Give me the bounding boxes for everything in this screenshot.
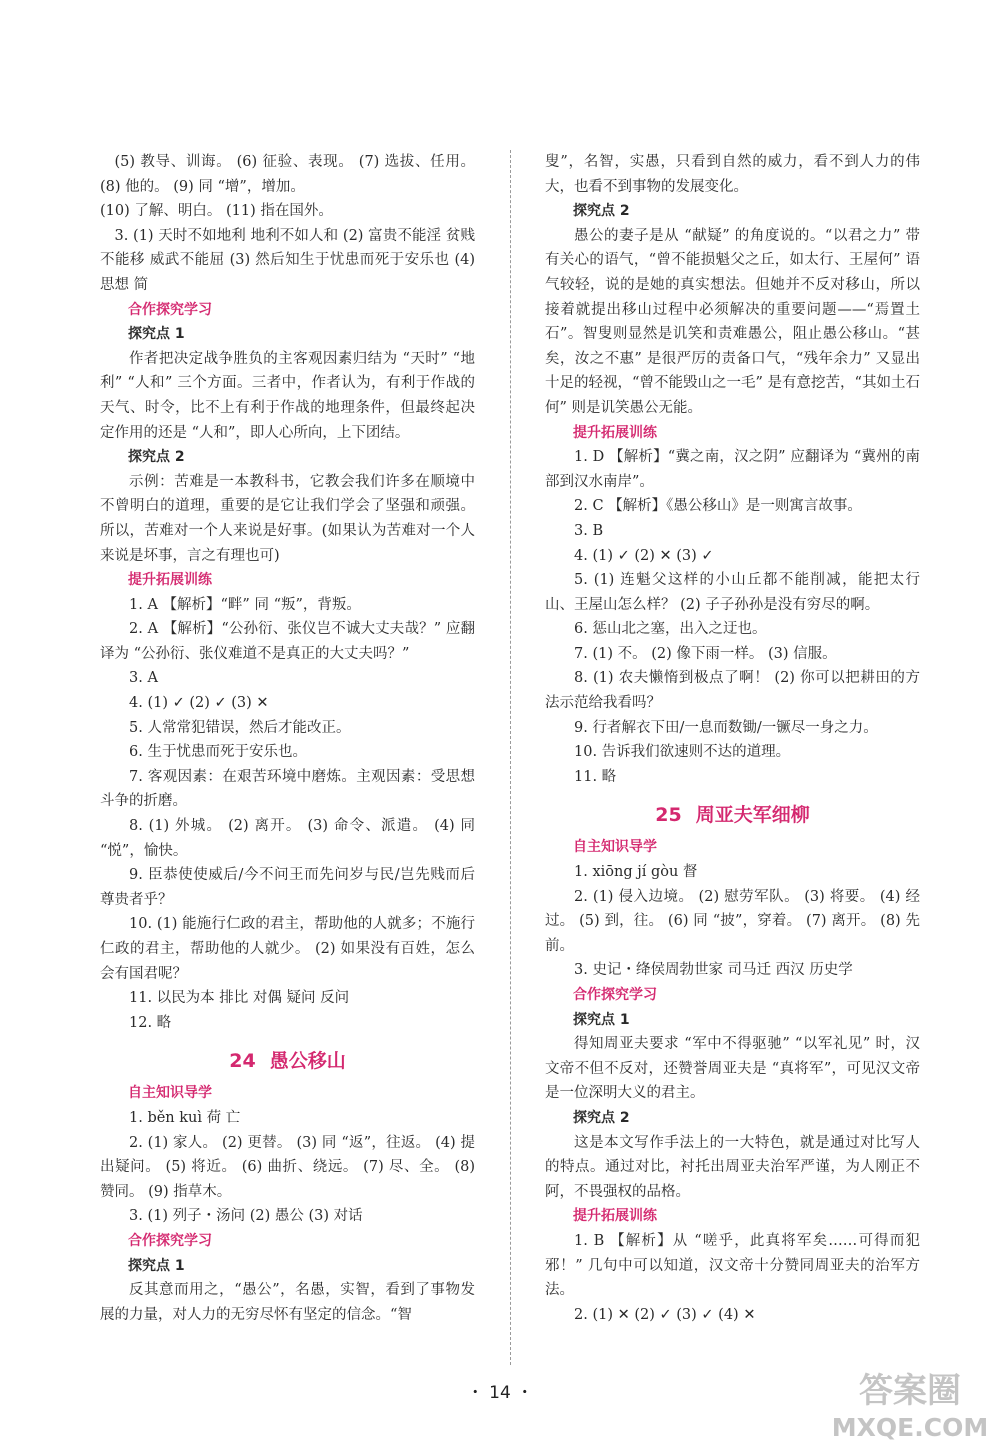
explore-point-text: 反其意而用之，“愚公”，名愚，实智，看到了事物发展的力量，对人力的无穷尽怀有坚定的信念。“智 — [100, 1282, 475, 1323]
section-heading-self: 自主知识导学 — [128, 1085, 212, 1102]
answer-item: 1. A 【解析】“畔” 同 “叛”，背叛。 — [129, 596, 361, 613]
lesson-number: 25 — [655, 804, 682, 827]
answer-item: 1. xiōng jí gòu 督 — [574, 864, 698, 881]
answer-item: 6. 生于忧患而死于安乐也。 — [129, 744, 307, 761]
answer-item: 2. (1) 侵入边境。 (2) 慰劳军队。 (3) 将要。 (4) 经过。 (5) 到，往。 (6) 同 “披”，穿着。 (7) 离开。 (8) 先前。 — [545, 888, 920, 954]
answer-item: 1. D 【解析】“冀之南，汉之阴” 应翻译为 “冀州的南部到汉水南岸”。 — [545, 449, 920, 490]
answer-item: 2. C 【解析】《愚公移山》是一则寓言故事。 — [574, 498, 862, 515]
explore-point-label: 探究点 2 — [573, 1109, 630, 1126]
answer-item: 11. 以民为本 排比 对偶 疑问 反问 — [129, 990, 350, 1007]
answer-item: 3. 史记・绛侯周勃世家 司马迁 西汉 历史学 — [574, 962, 853, 979]
answer-item: 2. (1) 家人。 (2) 更替。 (3) 同 “返”，往返。 (4) 提出疑问。 (5) 将近。 (6) 曲折、绕远。 (7) 尽、全。 (8) 赞同。 (9) 指草木。 — [100, 1134, 475, 1200]
left-column — [100, 150, 475, 1327]
answer-item: 9. 臣恭使使威后/今不问王而先问岁与民/岂先贱而后尊贵者乎？ — [100, 867, 475, 908]
section-heading-coop: 合作探究学习 — [128, 301, 212, 318]
explore-point-text: 作者把决定战争胜负的主客观因素归结为 “天时” “地利” “人和” 三个方面。三者中，作者认为，有利于作战的天气、时令，比不上有利于作战的地理条件，但最终起决定作用的还是 “人和”，即人心所向，上下团结。 — [100, 350, 475, 441]
section-heading-train: 提升拓展训练 — [573, 1208, 657, 1225]
answer-item: 10. (1) 能施行仁政的君主，帮助他的人就多；不施行仁政的君主，帮助他的人就少。 (2) 如果没有百姓，怎么会有国君呢？ — [100, 916, 475, 982]
answer-item: 2. (1) ✕ (2) ✓ (3) ✓ (4) ✕ — [574, 1306, 756, 1323]
answer-item: 6. 惩山北之塞，出入之迂也。 — [574, 621, 767, 638]
answer-item: 3. B — [574, 522, 604, 539]
answer-item: 1. běn kuì 荷 亡 — [129, 1109, 241, 1126]
explore-point-text: 叟”，名智，实愚，只看到自然的威力，看不到人力的伟大，也看不到事物的发展变化。 — [545, 154, 920, 195]
section-heading-train: 提升拓展训练 — [573, 424, 657, 441]
answer-item: 8. (1) 外城。 (2) 离开。 (3) 命令、派遣。 (4) 同 “悦”，愉快。 — [100, 818, 475, 859]
answer-item: 7. (1) 不。 (2) 像下雨一样。 (3) 信服。 — [574, 645, 837, 662]
answer-item: 9. 行者解衣下田/一息而数锄/一镢尽一身之力。 — [574, 719, 878, 736]
explore-point-text: 这是本文写作手法上的一大特色，就是通过对比写人的特点。通过对比，衬托出周亚夫治军严谨，为人刚正不阿，不畏强权的品格。 — [545, 1134, 920, 1200]
answer-item: 5. (1) 连魁父这样的小山丘都不能削减，能把太行山、王屋山怎么样？ (2) 子子孙孙是没有穷尽的啊。 — [545, 572, 920, 613]
answer-item: 4. (1) ✓ (2) ✓ (3) ✕ — [129, 695, 269, 712]
explore-point-label: 探究点 2 — [573, 203, 630, 220]
answer-item: 3. A — [129, 670, 158, 687]
answer-item: 1. B 【解析】从 “嗟乎，此真将军矣……可得而犯邪！” 几句中可以知道，汉文帝十分赞同周亚夫的治军方法。 — [545, 1232, 920, 1299]
page-number: ・ 14 ・ — [466, 1383, 534, 1403]
lesson-number: 24 — [229, 1050, 256, 1073]
watermark-logo — [830, 1360, 990, 1445]
answer-line: (10) 了解、明白。 (11) 指在国外。 — [100, 203, 333, 220]
answer-item: 7. 客观因素：在艰苦环境中磨炼。主观因素：受思想斗争的折磨。 — [100, 768, 475, 810]
explore-point-label: 探究点 1 — [128, 1257, 185, 1274]
answer-item: 11. 略 — [574, 768, 617, 785]
answer-item: 5. 人常常犯错误，然后才能改正。 — [129, 719, 351, 736]
explore-point-text: 示例：苦难是一本教科书，它教会我们许多在顺境中不曾明白的道理，重要的是它让我们学会了坚强和顽强。所以，苦难对一个人来说是好事。(如果认为苦难对一个人来说是坏事，言之有理也可) — [100, 473, 475, 564]
watermark-line2: MXQE.COM — [831, 1413, 989, 1442]
explore-point-text: 愚公的妻子是从 “献疑” 的角度说的。“以君之力” 带有关心的语气，“曾不能损魁父之丘，如太行、王屋何” 语气较轻，说的是她的真实想法。但她并不反对移山，所以接着就提出移山过程中必须解决的重要问题——“焉置土石”。智叟则显然是讥笑和责难愚公，阻止愚公移山。“甚矣，汝之不惠” 是很严厉的责备口气，“残年余力” 又显出十足的轻视，“曾不能毁山之一毛” 是有意挖苦，“其如土石何” 则是讥笑愚公无能。 — [545, 227, 920, 416]
section-heading-coop: 合作探究学习 — [573, 987, 657, 1003]
answer-line: 3. (1) 天时不如地利 地利不如人和 (2) 富贵不能淫 贫贱不能移 威武不能屈 (3) 然后知生于忧患而死于安乐也 (4) 思想 简 — [100, 227, 475, 293]
explore-point-text: 得知周亚夫要求 “军中不得驱驰” “以军礼见” 时，汉文帝不但不反对，还赞誉周亚夫是 “真将军”，可见汉文帝是一位深明大义的君主。 — [545, 1036, 920, 1102]
answer-item: 12. 略 — [129, 1014, 172, 1031]
lesson-title: 愚公移山 — [269, 1050, 346, 1073]
answer-item: 10. 告诉我们欲速则不达的道理。 — [574, 744, 791, 761]
answer-line: (5) 教导、训诲。 (6) 征验、表现。 (7) 选拔、任用。 (8) 他的。 (9) 同 “增”，增加。 — [100, 154, 475, 195]
answer-item: 8. (1) 农夫懒惰到极点了啊！ (2) 你可以把耕田的方法示范给我看吗？ — [545, 670, 920, 712]
section-heading-train: 提升拓展训练 — [128, 572, 212, 589]
answer-item: 4. (1) ✓ (2) ✕ (3) ✓ — [574, 547, 714, 564]
section-heading-self: 自主知识导学 — [573, 839, 657, 856]
section-heading-coop: 合作探究学习 — [128, 1232, 212, 1249]
answer-item: 2. A 【解析】“公孙衍、张仪岂不诚大丈夫哉？” 应翻译为 “公孙衍、张仪难道不是真正的大丈夫吗？” — [100, 621, 475, 662]
explore-point-label: 探究点 1 — [128, 326, 185, 343]
lesson-heading-24 — [100, 1047, 475, 1075]
watermark-line1: 答案圈 — [859, 1371, 961, 1411]
answer-item: 3. (1) 列子・汤问 (2) 愚公 (3) 对话 — [129, 1208, 363, 1225]
lesson-heading-25 — [545, 801, 920, 829]
column-divider — [510, 150, 511, 1365]
explore-point-label: 探究点 1 — [573, 1011, 630, 1028]
lesson-title: 周亚夫军细柳 — [695, 804, 810, 827]
right-column — [545, 150, 920, 1327]
explore-point-label: 探究点 2 — [128, 449, 185, 466]
